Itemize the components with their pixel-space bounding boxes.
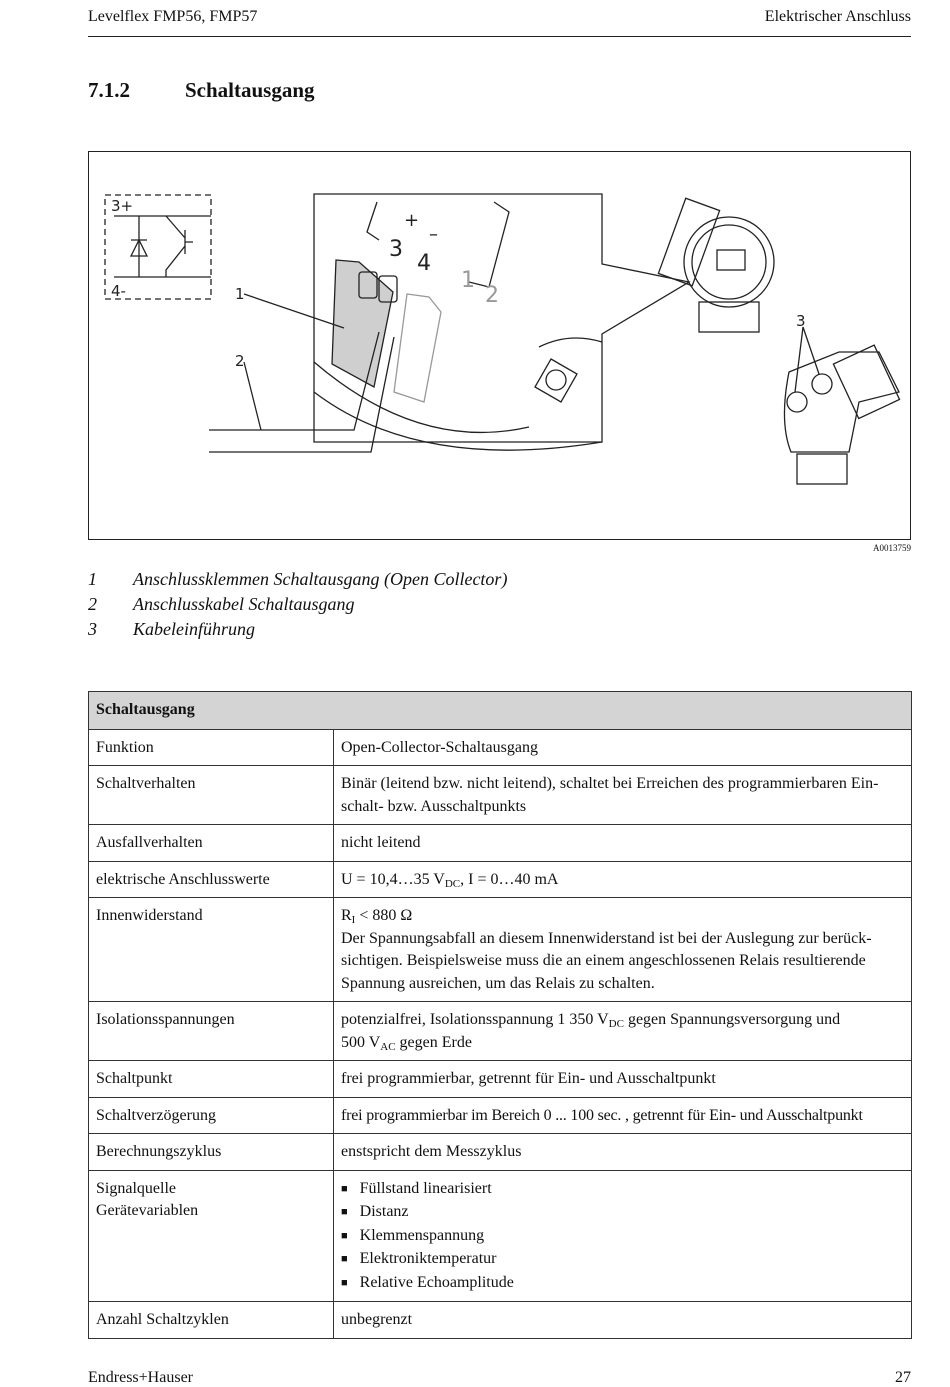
- row-value: nicht leitend: [334, 825, 912, 862]
- table-row: [89, 729, 912, 766]
- table-row: [89, 1061, 912, 1098]
- row-label: Signalquelle Gerätevariablen: [89, 1170, 334, 1302]
- row-value: Open-Collector-Schaltausgang: [334, 729, 912, 766]
- row-label: Funktion: [89, 729, 334, 766]
- row-label: elektrische Anschlusswerte: [89, 861, 334, 898]
- list-item: ■ Klemmenspannung: [341, 1225, 904, 1249]
- terminal-2: 2: [485, 283, 499, 308]
- terminal-minus: –: [429, 224, 438, 245]
- legend-text: Kabeleinführung: [133, 619, 255, 639]
- device-housing-front: [658, 198, 774, 332]
- row-value: $R_I < 880$ Ω Der Spannungsabfall an diesem Innenwiderstand ist bei der Auslegung zur berück-sichtigen. Beispielsweise muss die an einem angeschlossenen Relais resultierende Spannung ausreichen, um das Relais zu schalten.: [334, 898, 912, 1002]
- row-value: Binär (leitend bzw. nicht leitend), schaltet bei Erreichen des programmierbaren Ein-schalt- bzw. Ausschaltpunkts: [334, 766, 912, 825]
- legend-text: Anschlusskabel Schaltausgang: [133, 594, 355, 614]
- row-label: Schaltpunkt: [89, 1061, 334, 1098]
- row-label: Schaltverhalten: [89, 766, 334, 825]
- table-row: [89, 898, 912, 1002]
- row-value: unbegrenzt: [334, 1302, 912, 1339]
- section-title: Schaltausgang: [185, 78, 315, 102]
- table-row: [89, 766, 912, 825]
- terminal-1: 1: [461, 268, 475, 293]
- row-label: Ausfallverhalten: [89, 825, 334, 862]
- spec-table: [88, 691, 912, 1339]
- legend-text: Anschlussklemmen Schaltausgang (Open Collector): [133, 569, 508, 589]
- terminal-plus: +: [404, 210, 420, 231]
- table-row: [89, 1134, 912, 1171]
- signal-source-list: [341, 1178, 904, 1296]
- table-row: [89, 825, 912, 862]
- figure-id: A0013759: [873, 543, 911, 553]
- page-number: 27: [895, 1369, 911, 1386]
- row-value: enstspricht dem Messzyklus: [334, 1134, 912, 1171]
- circuit-schematic: [105, 195, 211, 300]
- device-housing-side: [784, 345, 899, 484]
- row-label: Isolationsspannungen: [89, 1002, 334, 1061]
- callout-3: 3: [796, 312, 806, 330]
- label-4-minus: 4-: [111, 282, 126, 300]
- table-row: [89, 1302, 912, 1339]
- row-value: frei programmierbar im Bereich 0 ... 100 sec. , getrennt für Ein- und Ausschaltpunkt: [334, 1097, 912, 1134]
- section-number: 7.1.2: [88, 78, 130, 102]
- table-row: [89, 1002, 912, 1061]
- header-right: Elektrischer Anschluss: [764, 8, 911, 25]
- callout-2: 2: [235, 352, 245, 370]
- list-item: ■ Relative Echoamplitude: [341, 1272, 904, 1296]
- table-title: Schaltausgang: [89, 692, 912, 730]
- terminal-4: 4: [417, 251, 431, 276]
- terminal-3: 3: [389, 237, 403, 262]
- row-label: Anzahl Schaltzyklen: [89, 1302, 334, 1339]
- row-value: potenzialfrei, Isolationsspannung 1 350 $V_{DC}$ gegen Spannungsversorgung und 500 $V_{AC}$ gegen Erde: [334, 1002, 912, 1061]
- table-row: [89, 861, 912, 898]
- row-label: Innenwiderstand: [89, 898, 334, 1002]
- header-left: Levelflex FMP56, FMP57: [88, 8, 258, 25]
- footer-brand: Endress+Hauser: [88, 1369, 193, 1386]
- table-row: [89, 1097, 912, 1134]
- list-item: ■ Distanz: [341, 1201, 904, 1225]
- row-label: Schaltverzögerung: [89, 1097, 334, 1134]
- header-rule: [88, 36, 911, 37]
- row-value: [334, 1170, 912, 1302]
- row-value: frei programmierbar, getrennt für Ein- und Ausschaltpunkt: [334, 1061, 912, 1098]
- wiring-figure: [88, 151, 911, 540]
- list-item: ■ Füllstand linearisiert: [341, 1178, 904, 1202]
- label-3-plus: 3+: [111, 197, 134, 215]
- terminal-detail: [314, 194, 689, 450]
- row-value: U = 10,4…35 $V_{DC}$, I = 0…40 mA: [334, 861, 912, 898]
- row-label: Berechnungszyklus: [89, 1134, 334, 1171]
- legend-num: 1: [88, 569, 97, 589]
- table-row: [89, 1170, 912, 1302]
- legend-num: 3: [88, 619, 97, 639]
- legend-num: 2: [88, 594, 97, 614]
- callout-1: 1: [235, 285, 245, 303]
- list-item: ■ Elektroniktemperatur: [341, 1248, 904, 1272]
